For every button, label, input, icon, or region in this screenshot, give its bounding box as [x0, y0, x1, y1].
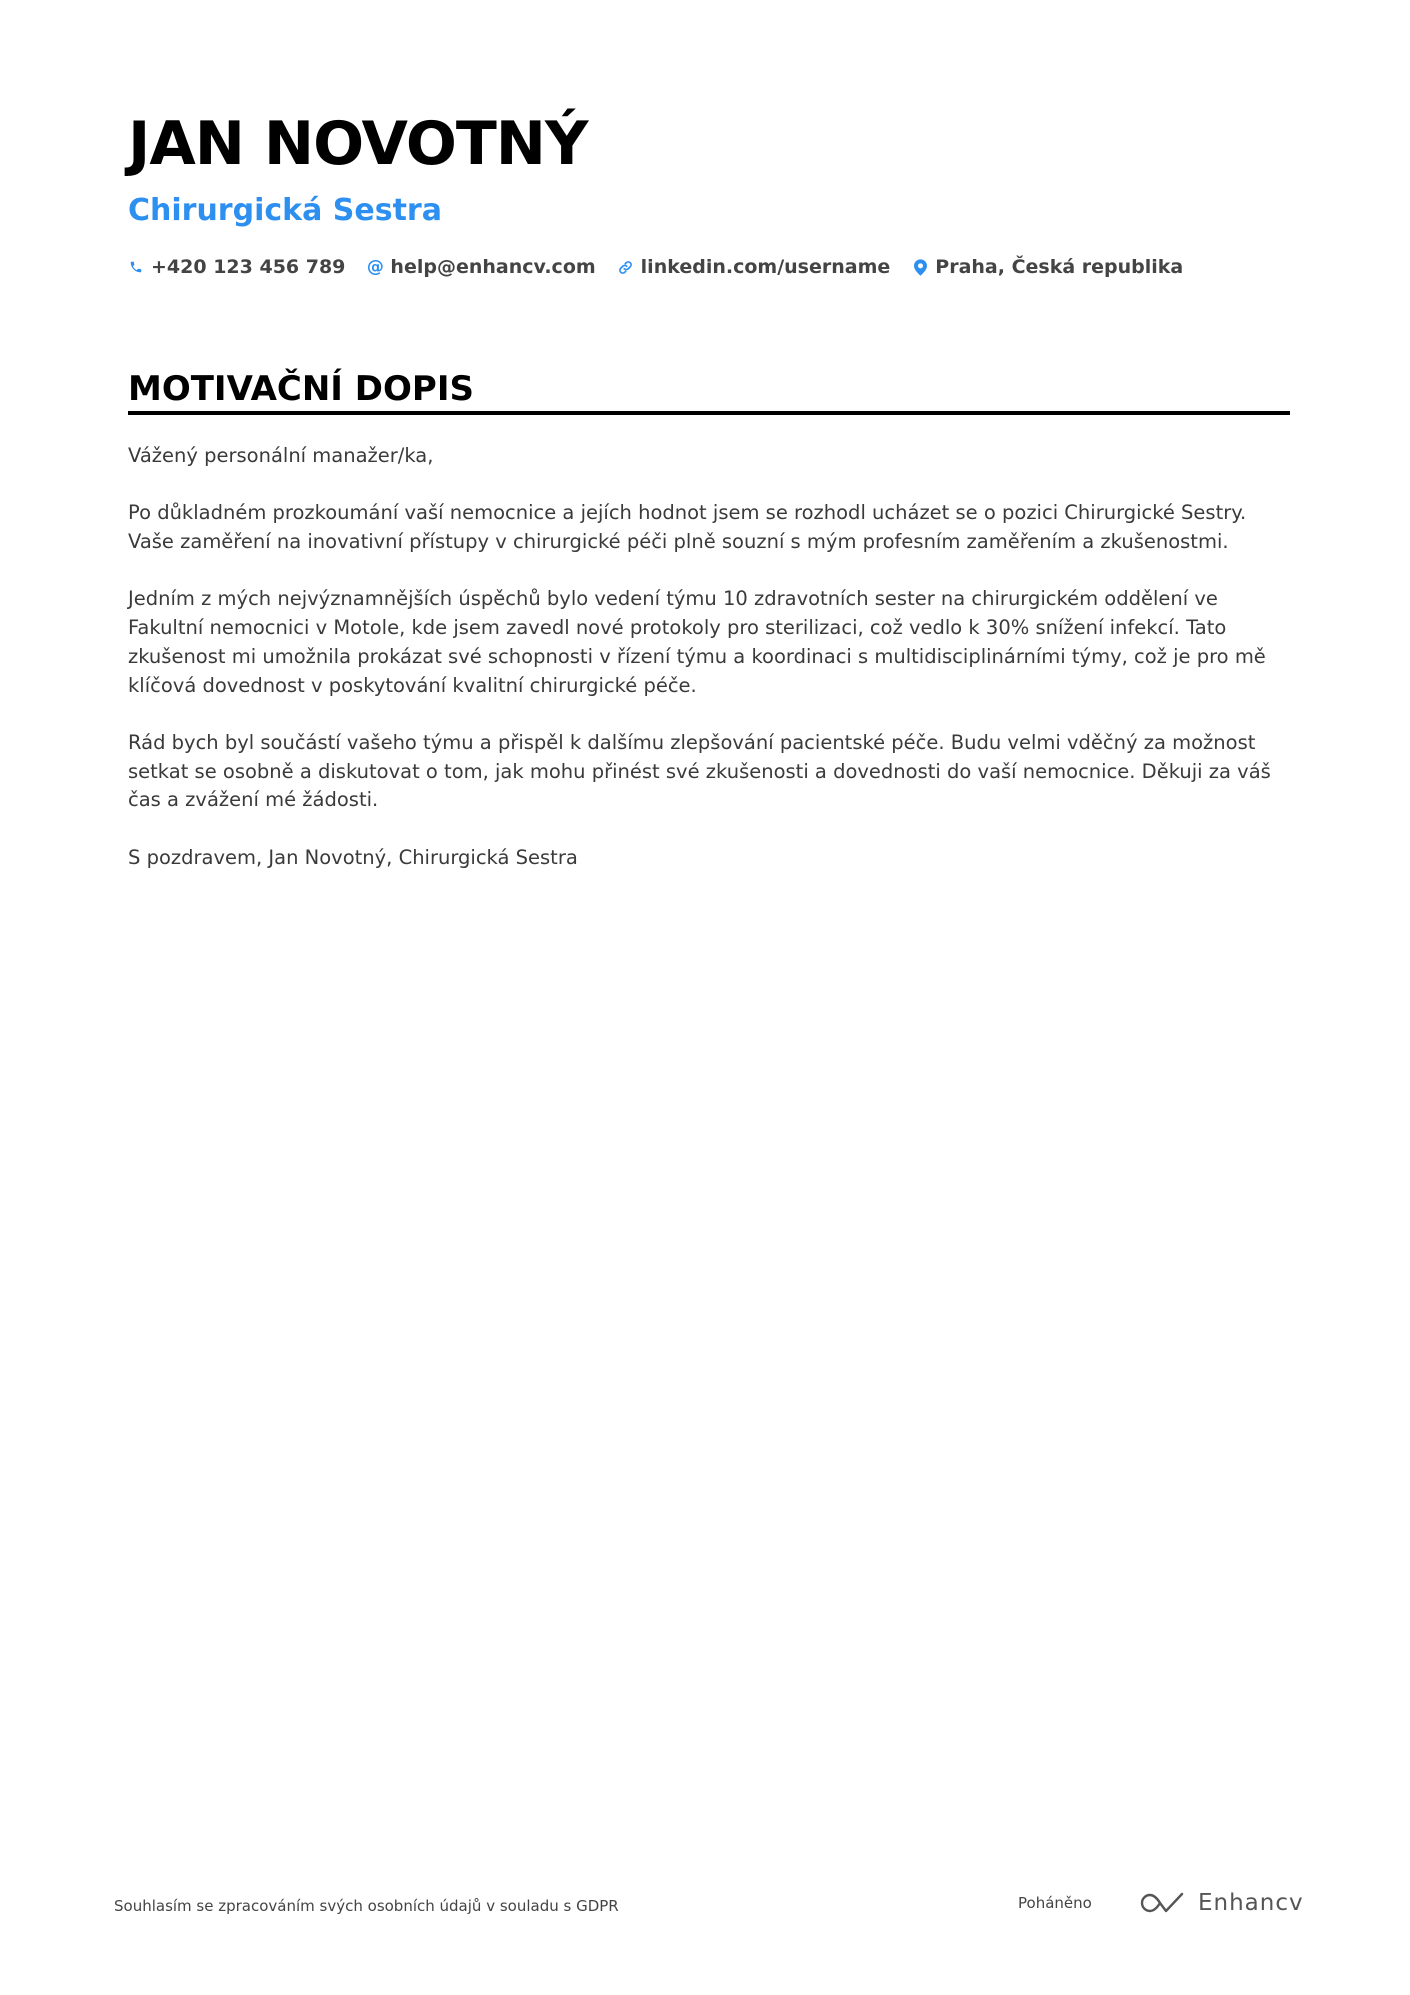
letter-closing: S pozdravem, Jan Novotný, Chirurgická Sestra	[128, 845, 578, 869]
candidate-role: Chirurgická Sestra	[128, 193, 442, 228]
enhancv-logo-icon	[1138, 1890, 1186, 1916]
enhancv-logo[interactable]	[1138, 1889, 1304, 1917]
contact-location-text: Praha, Česká republika	[935, 256, 1184, 278]
contact-email-text: help@enhancv.com	[390, 256, 596, 278]
location-pin-icon	[912, 257, 928, 277]
enhancv-logo-text: Enhancv	[1198, 1890, 1304, 1916]
contact-bar	[128, 252, 1205, 282]
letter-body	[128, 442, 1290, 901]
contact-email[interactable]	[367, 252, 595, 282]
contact-phone-text: +420 123 456 789	[151, 256, 346, 278]
gdpr-consent: Souhlasím se zpracováním svých osobních údajů v souladu s GDPR	[114, 1897, 619, 1915]
contact-phone[interactable]	[128, 252, 345, 282]
letter-paragraph: Po důkladném prozkoumání vaší nemocnice a jejích hodnot jsem se rozhodl ucházet se o pozici Chirurgické Sestry. Vaše zaměření na inovativní přístupy v chirurgické péči plně souzní s mým profesním zaměřením a zkušenostmi.	[128, 501, 1247, 554]
letter-paragraph: Rád bych byl součástí vašeho týmu a přispěl k dalšímu zlepšování pacientské péče. Budu velmi vděčný za možnost setkat se osobně a diskutovat o tom, jak mohu přinést své zkušenosti a dovednosti do vaší nemocnice. Děkuji za váš čas a zvážení mé žádosti.	[128, 730, 1271, 812]
contact-linkedin[interactable]	[618, 252, 891, 282]
phone-icon	[128, 257, 144, 277]
link-icon	[618, 257, 634, 277]
contact-location	[912, 252, 1183, 282]
candidate-name: JAN NOVOTNÝ	[128, 109, 588, 179]
letter-paragraph: Jedním z mých nejvýznamnějších úspěchů bylo vedení týmu 10 zdravotních sester na chirurgickém oddělení ve Fakultní nemocnici v Motole, kde jsem zavedl nové protokoly pro sterilizaci, což vedlo k 30% snížení infekcí. Tato zkušenost mi umožnila prokázat své schopnosti v řízení týmu a koordinaci s multidisciplinárními týmy, což je pro mě klíčová dovednost v poskytování kvalitní chirurgické péče.	[128, 587, 1266, 697]
section-divider	[128, 411, 1290, 415]
powered-by-label: Poháněno	[1018, 1894, 1092, 1912]
letter-greeting: Vážený personální manažer/ka,	[128, 444, 434, 467]
section-title: MOTIVAČNÍ DOPIS	[128, 369, 474, 409]
at-icon: @	[366, 257, 384, 277]
contact-linkedin-text: linkedin.com/username	[640, 256, 891, 278]
